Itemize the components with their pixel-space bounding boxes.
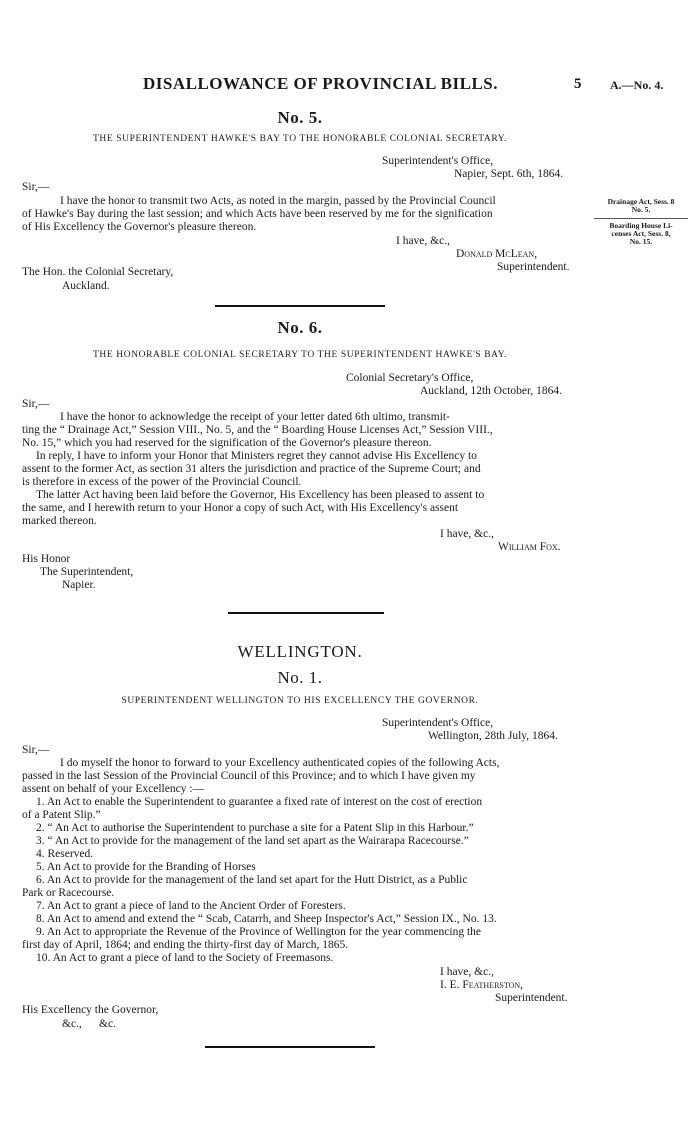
wellington-office: Superintendent's Office, <box>382 717 494 729</box>
section-title-wellington: WELLINGTON. <box>237 642 363 661</box>
page-number: 5 <box>574 76 582 92</box>
letter-5-office: Superintendent's Office, <box>382 155 494 167</box>
letter-6-body-line: the same, and I herewith return to your Honor a copy of such Act, with His Excellency's assent <box>22 502 459 514</box>
document-reference: A.—No. 4. <box>610 78 664 92</box>
letter-6-body-line: is therefore in excess of the power of the Provincial Council. <box>22 476 302 488</box>
letter-5-signature-title: Superintendent. <box>497 261 570 273</box>
letter-6-body-line: I have the honor to acknowledge the receipt of your letter dated 6th ultimo, transmit- <box>60 411 450 423</box>
letter-5-addressee-line: The Hon. the Colonial Secretary, <box>22 266 174 278</box>
letter-6-body-line: marked thereon. <box>22 515 97 527</box>
wellington-salutation: Sir,— <box>22 744 50 756</box>
margin-note-line: censes Act, Sess. 8, <box>611 229 671 238</box>
wellington-list-item: 3. “ An Act to provide for the management of the land set apart as the Wairarapa Racecourse.” <box>36 835 469 847</box>
letter-6-office: Colonial Secretary's Office, <box>346 372 474 384</box>
wellington-list-item: 10. An Act to grant a piece of land to the Society of Freemasons. <box>36 952 334 964</box>
letter-6-addressee-line: The Superintendent, <box>40 566 134 578</box>
letter-6-date: Auckland, 12th October, 1864. <box>420 385 562 397</box>
letter-6-salutation: Sir,— <box>22 398 50 410</box>
letter-6-addressee-line: His Honor <box>22 553 71 565</box>
margin-note-line: Drainage Act, Sess. 8 <box>607 197 675 206</box>
wellington-list-item: 5. An Act to provide for the Branding of Horses <box>36 861 256 873</box>
page-header-title: DISALLOWANCE OF PROVINCIAL BILLS. <box>143 74 498 93</box>
wellington-addressee-line: &c., &c. <box>62 1018 116 1030</box>
letter-5-body-line: of Hawke's Bay during the last session; and which Acts have been reserved by me for the signification <box>22 208 493 220</box>
letter-6-body-line: The latter Act having been laid before the Governor, His Excellency has been pleased to assent to <box>36 489 485 501</box>
wellington-list-item: 9. An Act to appropriate the Revenue of the Province of Wellington for the year commencing the <box>36 926 481 938</box>
letter-6-closing: I have, &c., <box>440 528 494 540</box>
wellington-list-item: 8. An Act to amend and extend the “ Scab, Catarrh, and Sheep Inspector's Act,” Session IX., No. 13. <box>36 913 497 925</box>
section-divider <box>205 1046 375 1048</box>
margin-note-boarding-house <box>590 222 692 246</box>
letter-6-body-line: assent to the former Act, as section 31 alters the jurisdiction and practice of the Supreme Court; and <box>22 463 481 475</box>
wellington-list-item: Park or Racecourse. <box>22 887 115 899</box>
letter-6-body-line: In reply, I have to inform your Honor that Ministers regret they cannot advise His Excellency to <box>36 450 477 462</box>
letter-5-body-line: of His Excellency the Governor's pleasure thereon. <box>22 221 257 233</box>
letter-5-signature: Donald McLean, <box>456 248 538 260</box>
margin-note-drainage <box>590 198 692 214</box>
margin-note-line: No. 15. <box>629 237 653 246</box>
margin-divider <box>594 218 688 219</box>
letter-5-salutation: Sir,— <box>22 181 50 193</box>
wellington-list-item: of a Patent Slip.” <box>22 809 101 821</box>
wellington-list-item: 1. An Act to enable the Superintendent to guarantee a fixed rate of interest on the cost of erection <box>36 796 483 808</box>
wellington-list-item: 7. An Act to grant a piece of land to the Ancient Order of Foresters. <box>36 900 346 912</box>
wellington-closing: I have, &c., <box>440 966 494 978</box>
letter-5-closing: I have, &c., <box>396 235 450 247</box>
section-divider <box>228 612 384 614</box>
wellington-intro-line: I do myself the honor to forward to your Excellency authenticated copies of the following Acts, <box>60 757 500 769</box>
wellington-intro-line: passed in the last Session of the Provincial Council of this Province; and to which I have given my <box>22 770 476 782</box>
wellington-list-item: 6. An Act to provide for the management of the land set apart for the Hutt District, as a Public <box>36 874 468 886</box>
letter-6-signature: William Fox. <box>498 541 561 553</box>
wellington-signature: I. E. Featherston, <box>440 979 524 991</box>
letter-6-body-line: ting the “ Drainage Act,” Session VIII., No. 5, and the “ Boarding House Licenses Act,” Session VIII., <box>22 424 493 436</box>
wellington-letter-number: No. 1. <box>277 668 323 687</box>
letter-6-body-line: No. 15,” which you had reserved for the signification of the Governor's pleasure thereon. <box>22 437 432 449</box>
wellington-list-item: first day of April, 1864; and ending the thirty-first day of March, 1865. <box>22 939 349 951</box>
letter-6-number: No. 6. <box>277 318 323 337</box>
margin-note-line: No. 5. <box>631 205 651 214</box>
wellington-date: Wellington, 28th July, 1864. <box>428 730 558 742</box>
wellington-list-item: 2. “ An Act to authorise the Superintendent to purchase a site for a Patent Slip in this Harbour.” <box>36 822 474 834</box>
wellington-signature-title: Superintendent. <box>495 992 568 1004</box>
margin-note-line: Boarding House Li- <box>609 221 673 230</box>
wellington-intro-line: assent on behalf of your Excellency :— <box>22 783 205 795</box>
section-divider <box>215 305 385 307</box>
letter-5-addressee-line: Auckland. <box>62 280 110 292</box>
wellington-list-item: 4. Reserved. <box>36 848 94 860</box>
letter-5-heading: THE SUPERINTENDENT HAWKE'S BAY TO THE HONORABLE COLONIAL SECRETARY. <box>93 134 507 144</box>
letter-5-date: Napier, Sept. 6th, 1864. <box>454 168 564 180</box>
letter-6-addressee-line: Napier. <box>62 579 96 591</box>
wellington-letter-heading: SUPERINTENDENT WELLINGTON TO HIS EXCELLENCY THE GOVERNOR. <box>121 696 479 706</box>
letter-5-body-line: I have the honor to transmit two Acts, as noted in the margin, passed by the Provincial Council <box>60 195 496 207</box>
letter-5-number: No. 5. <box>277 108 323 127</box>
wellington-addressee-line: His Excellency the Governor, <box>22 1004 159 1016</box>
letter-6-heading: THE HONORABLE COLONIAL SECRETARY TO THE SUPERINTENDENT HAWKE'S BAY. <box>93 350 507 360</box>
